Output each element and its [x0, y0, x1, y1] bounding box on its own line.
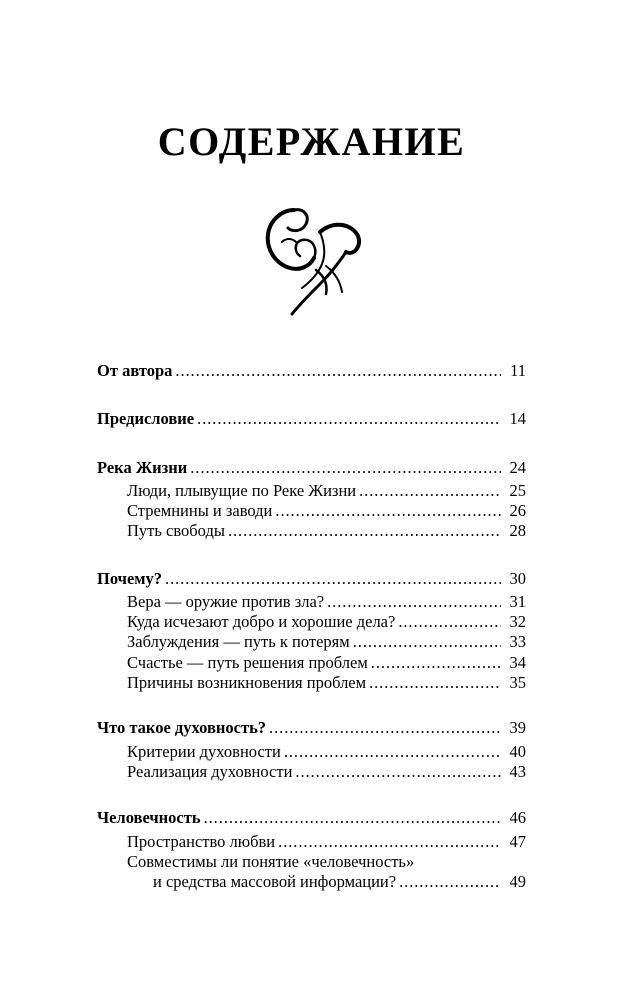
- toc-entry-label: Критерии духовности: [127, 742, 281, 761]
- toc-entry-label: Куда исчезают добро и хорошие дела?: [127, 612, 396, 631]
- dot-leader: [228, 519, 501, 543]
- toc-entry-page: 39: [509, 718, 526, 737]
- toc-entry-page: 46: [509, 808, 526, 827]
- dot-leader: [295, 760, 501, 784]
- toc-entry-label: и средства массовой информации?: [153, 872, 397, 891]
- toc-entry-page: 35: [509, 673, 526, 692]
- toc-entry-page: 30: [509, 569, 526, 588]
- toc-entry-label: От автора: [97, 361, 173, 380]
- dot-leader: [175, 359, 501, 383]
- toc-entry-page: 31: [509, 592, 526, 611]
- toc-entry-page: 14: [509, 409, 526, 428]
- toc-entry[interactable]: [97, 359, 526, 383]
- swirl-ornament-icon: [254, 202, 366, 320]
- toc-entry[interactable]: [97, 567, 526, 591]
- toc-entry-label: Счастье — путь решения проблем: [127, 653, 368, 672]
- toc-entry[interactable]: [97, 716, 526, 740]
- toc-entry-label: Предисловие: [97, 409, 195, 428]
- toc-subentry[interactable]: [127, 760, 526, 784]
- toc-entry-label: Человечность: [97, 808, 201, 827]
- toc-entry-page: 25: [509, 481, 526, 500]
- toc-entry-label: Что такое духовность?: [97, 718, 267, 737]
- toc-entry-label: Почему?: [97, 569, 163, 588]
- dot-leader: [165, 567, 501, 591]
- dot-leader: [204, 806, 501, 830]
- dot-leader: [369, 671, 501, 695]
- toc-entry-page: 33: [509, 632, 526, 651]
- dot-leader: [197, 407, 501, 431]
- dot-leader: [399, 870, 501, 894]
- toc-subentry-first-line[interactable]: Совместимы ли понятие «человечность»: [127, 852, 415, 871]
- toc-entry-page: 43: [509, 762, 526, 781]
- page-title: СОДЕРЖАНИЕ: [157, 119, 466, 164]
- toc-entry-page: 34: [509, 653, 526, 672]
- toc-entry-label: Вера — оружие против зла?: [127, 592, 325, 611]
- toc-entry-page: 26: [509, 501, 526, 520]
- toc-entry-page: 49: [509, 872, 526, 891]
- toc-subentry[interactable]: [127, 671, 526, 695]
- toc-entry-label: Путь свободы: [127, 521, 225, 540]
- dot-leader: [269, 716, 501, 740]
- toc-entry-label: Стремнины и заводи: [127, 501, 273, 520]
- toc-entry[interactable]: [97, 806, 526, 830]
- toc-entry-label: Причины возникновения проблем: [127, 673, 367, 692]
- toc-entry-page: 32: [509, 612, 526, 631]
- toc-entry-page: 28: [509, 521, 526, 540]
- toc-subentry-continuation[interactable]: [153, 870, 526, 894]
- toc-entry-label: Люди, плывущие по Реке Жизни: [127, 481, 357, 500]
- toc-entry-label: Реализация духовности: [127, 762, 293, 781]
- toc-entry[interactable]: [97, 456, 526, 480]
- toc-entry-page: 40: [509, 742, 526, 761]
- toc-entry-page: 11: [510, 361, 526, 380]
- dot-leader: [190, 456, 501, 480]
- toc-entry-page: 24: [509, 458, 526, 477]
- toc-entry-label: Пространство любви: [127, 832, 276, 851]
- toc-subentry[interactable]: [127, 519, 526, 543]
- toc-entry-label: Река Жизни: [97, 458, 188, 477]
- toc-entry[interactable]: [97, 407, 526, 431]
- toc-entry-label: Заблуждения — путь к потерям: [127, 632, 350, 651]
- toc-entry-page: 47: [509, 832, 526, 851]
